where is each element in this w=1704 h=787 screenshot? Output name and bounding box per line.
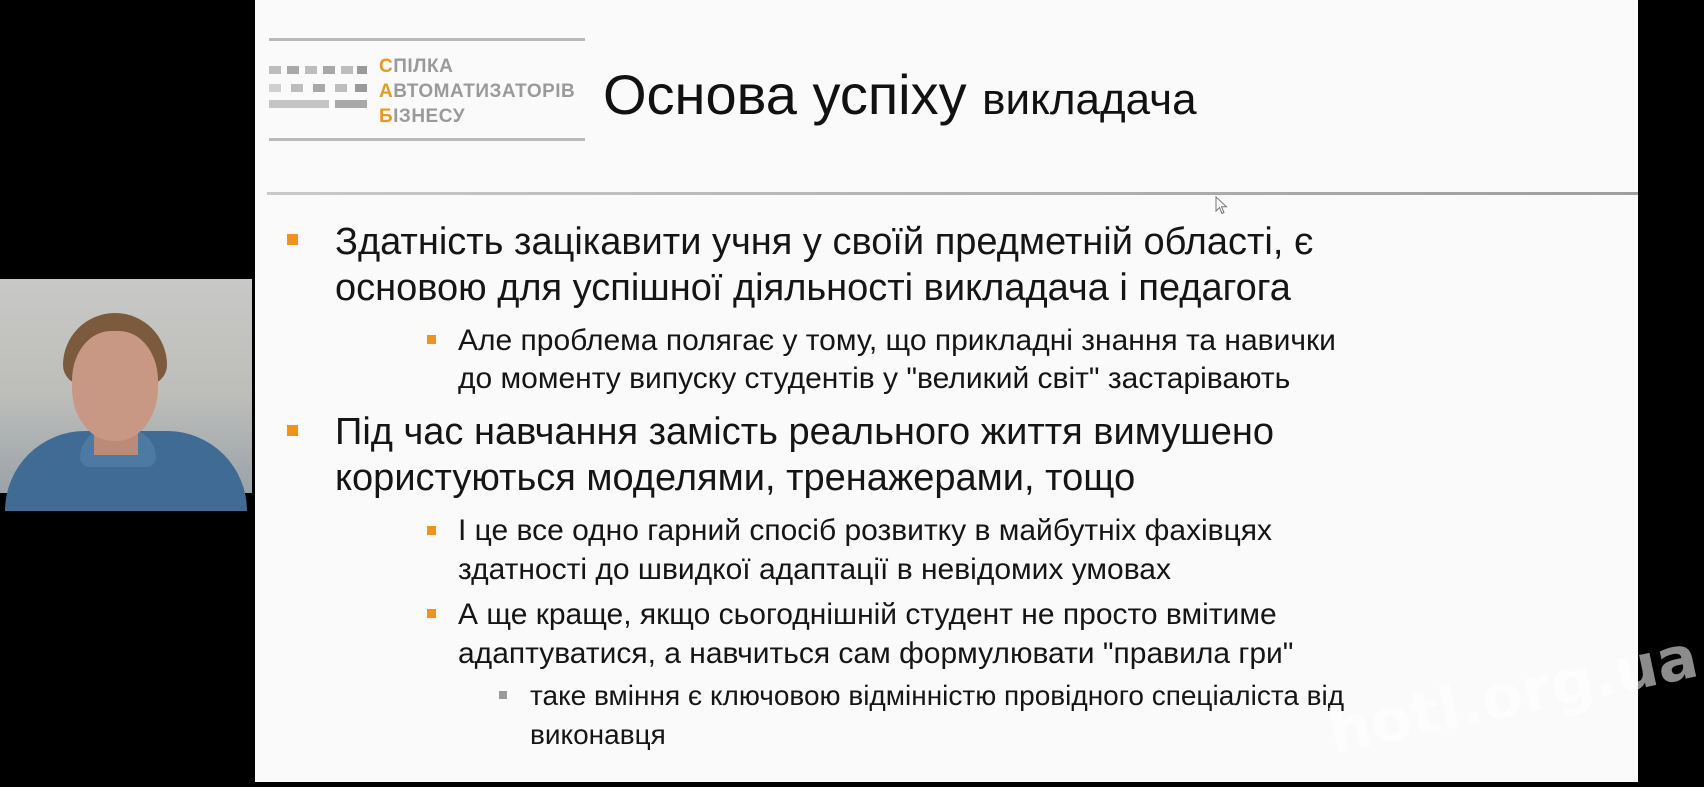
slide-title-main: Основа успіху	[603, 63, 967, 126]
mouse-cursor-icon	[1215, 196, 1229, 216]
bullet-1-line-1: Здатність зацікавити учня у своїй предметній області, є	[335, 221, 1314, 263]
sub-bullet-marker	[427, 335, 436, 344]
bullet-2-sub-2-sub-1-line-2: виконавця	[530, 719, 666, 750]
bullet-2-line-2: користуються моделями, тренажерами, тощо	[335, 457, 1136, 499]
bullet-2-line-1: Під час навчання замість реального життя вимушено	[335, 411, 1274, 453]
bullet-2-sub-1-line-1: І це все одно гарний спосіб розвитку в майбутніх фахівцях	[458, 514, 1273, 547]
bullet-2-sub-2-sub-1-line-1: таке вміння є ключовою відмінністю провідного спеціаліста від	[530, 680, 1345, 711]
logo-text	[379, 54, 575, 129]
logo-rule-top	[269, 38, 585, 41]
company-logo	[269, 38, 589, 146]
logo-line-2-rest: ВТОМАТИЗАТОРІВ	[393, 81, 576, 102]
logo-line-3	[379, 104, 575, 129]
watermark: hotl.org.ua	[1321, 621, 1704, 769]
slide-title	[603, 62, 1197, 133]
presentation-slide	[255, 0, 1704, 782]
bullet-1-line-2: основою для успішної діяльності викладача і педагога	[335, 267, 1291, 309]
logo-line-3-rest: ІЗНЕСУ	[393, 106, 466, 127]
logo-rule-bottom	[269, 138, 585, 141]
bullet-1-sub-1-line-2: до моменту випуску студентів у "великий світ" застарівають	[458, 362, 1291, 395]
bullet-2-sub-1-line-2: здатності до швидкої адаптації в невідомих умовах	[458, 553, 1171, 586]
slide-title-small: викладача	[982, 75, 1197, 124]
logo-line-1-cap: С	[379, 56, 394, 77]
logo-line-3-cap: Б	[379, 106, 394, 127]
logo-line-2-cap: А	[379, 81, 394, 102]
sub-bullet-marker	[427, 526, 436, 535]
bullet-1-sub-1-line-1: Але проблема полягає у тому, що прикладні знання та навички	[458, 324, 1336, 357]
sub-sub-bullet-marker	[499, 691, 507, 699]
logo-pixel-icon	[269, 66, 369, 110]
bullet-2-sub-2-line-2: адаптуватися, а навчиться сам формулювати "правила гри"	[458, 637, 1294, 670]
sub-bullet-marker	[427, 609, 436, 618]
title-divider	[267, 192, 1638, 195]
bullet-marker	[287, 234, 298, 245]
logo-line-1-rest: ПІЛКА	[393, 56, 454, 77]
bullet-marker	[287, 425, 298, 436]
bullet-2-sub-2-line-1: А ще краще, якщо сьогоднішній студент не просто вмітиме	[458, 598, 1277, 631]
webcam-thumbnail	[0, 279, 252, 493]
logo-line-1	[379, 54, 575, 79]
logo-line-2	[379, 79, 575, 104]
presenter-face	[72, 331, 158, 441]
